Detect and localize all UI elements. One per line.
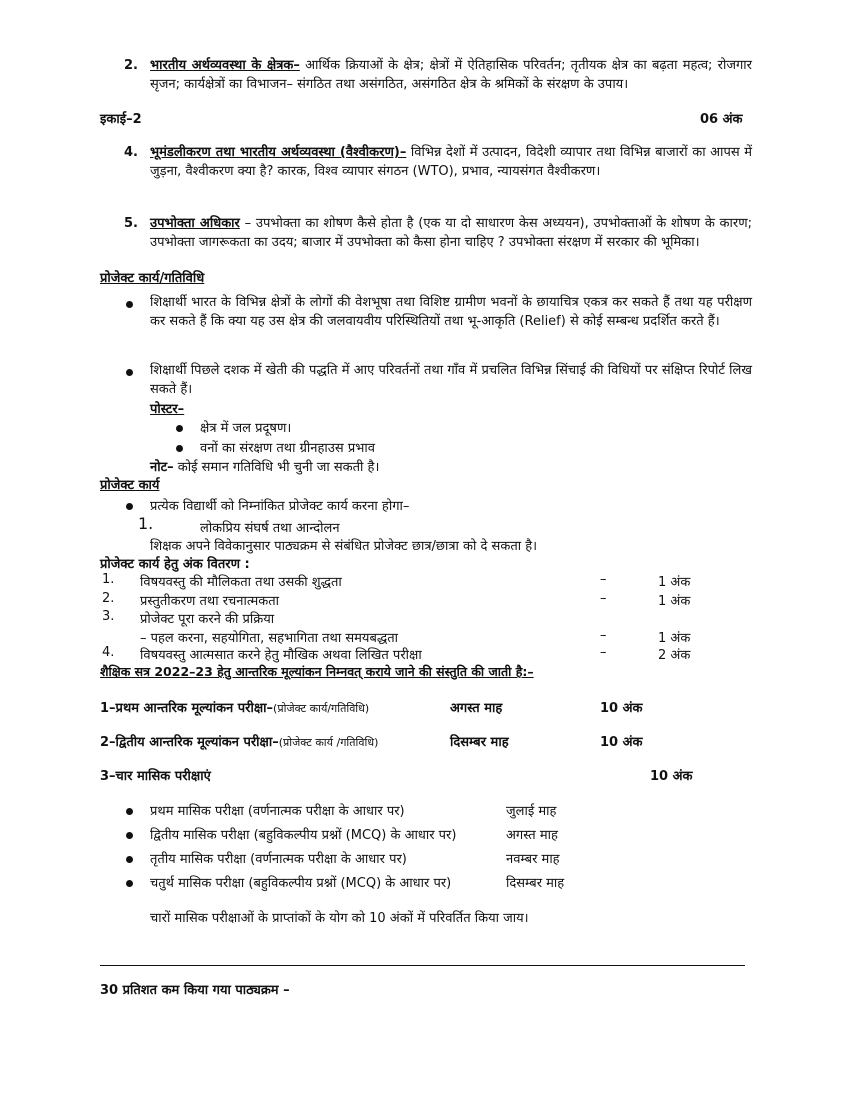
project-activity-bullet-2: शिक्षार्थी पिछले दशक में खेती की पद्धति में आए परिवर्तनों तथा गाँव में प्रचलित विभिन्न सिंचाई की विधियों पर संक्षिप्त रिपोर्ट लिख सकते हैं। [150,363,752,397]
marks-row-4-text: विषयवस्तु आत्मसात करने हेतु मौखिक अथवा लिखित परीक्षा [140,648,422,663]
bullet-icon [126,880,133,887]
exam-3-label: 3–चार मासिक परीक्षाएं [100,769,211,784]
note-text: कोई समान गतिविधि भी चुनी जा सकती है। [173,460,380,475]
marks-row-1-number: 1. [102,572,115,587]
exam-1-marks: 10 अंक [600,701,643,716]
monthly-exam-3-month: नवम्बर माह [506,852,560,867]
conversion-note: चारों मासिक परीक्षाओं के प्राप्तांकों के योग को 10 अंकों में परिवर्तित किया जाय। [150,911,529,926]
marks-row-4-marks: 2 अंक [658,648,691,663]
marks-row-3-detail: – पहल करना, सहयोगिता, सहभागिता तथा समयबद्धता [140,631,399,646]
marks-row-1-marks: 1 अंक [658,575,691,590]
exam-1-sub: (प्रोजेक्ट कार्य/गतिविधि) [273,702,370,715]
item-4-text: विभिन्न देशों में उत्पादन, विदेशी व्यापार तथा विभिन्न बाजारों का आपस में जुड़ना, वैश्वीकरण क्या है? कारक, विश्व व्यापार संगठन (WTO), प्रभाव, न्यायसंगत वैश्वीकरण। [150,145,752,179]
marks-row-3-dash: – [600,628,607,643]
exam-3-marks: 10 अंक [650,769,693,784]
bullet-icon [126,856,133,863]
item-5-heading: उपभोक्ता अधिकार [150,216,240,231]
unit-2-marks: 06 अंक [700,112,743,127]
marks-row-1-dash: – [600,572,607,587]
item-4-number: 4. [124,145,138,160]
exam-2-sub: (प्रोजेक्ट कार्य /गतिविधि) [278,736,379,749]
marks-row-4-number: 4. [102,645,115,660]
item-2-paragraph [150,56,752,94]
poster-item-1: क्षेत्र में जल प्रदूषण। [200,421,292,436]
marks-row-4-dash: – [600,645,607,660]
assessment-heading: शैक्षिक सत्र 2022–23 हेतु आन्तरिक मूल्यांकन निम्नवत् कराये जाने की संस्तुति की जाती है:– [100,664,534,679]
monthly-exam-1-month: जुलाई माह [506,804,557,819]
item-2-heading: भारतीय अर्थव्यवस्था के क्षेत्रक– [150,58,300,73]
bullet-icon [126,503,133,510]
marks-row-2-marks: 1 अंक [658,594,691,609]
monthly-exam-2: द्वितीय मासिक परीक्षा (बहुविकल्पीय प्रश्नों (MCQ) के आधार पर) [150,828,457,843]
item-5-number: 5. [124,216,138,231]
monthly-exam-4-month: दिसम्बर माह [506,876,565,891]
poster-item-2: वनों का संरक्षण तथा ग्रीनहाउस प्रभाव [200,441,375,456]
teacher-note: शिक्षक अपने विवेकानुसार पाठ्यक्रम से संबंधित प्रोजेक्ट छात्र/छात्रा को दे सकता है। [150,539,538,554]
exam-2-label [100,732,378,750]
footer-heading: 30 प्रतिशत कम किया गया पाठ्यक्रम – [100,983,290,998]
project-work-bullet: प्रत्येक विद्यार्थी को निम्नांकित प्रोजेक्ट कार्य करना होगा– [150,499,410,514]
marks-row-2-number: 2. [102,591,115,606]
exam-1-label [100,698,369,716]
marks-row-2-dash: – [600,591,607,606]
marks-distribution-heading: प्रोजेक्ट कार्य हेतु अंक वितरण : [100,557,250,572]
project-work-item-text: लोकप्रिय संघर्ष तथा आन्दोलन [200,521,340,536]
bullet-icon [176,445,183,452]
bullet-icon [126,369,133,376]
marks-row-3-text: प्रोजेक्ट पूरा करने की प्रक्रिया [140,612,275,627]
marks-row-3-number: 3. [102,609,115,624]
unit-2-label: इकाई–2 [100,112,142,127]
bullet-icon [176,425,183,432]
poster-label: पोस्टर– [150,402,185,417]
item-5-text: – उपभोक्ता का शोषण कैसे होता है (एक या दो साधारण केस अध्ययन), उपभोक्ताओं के शोषण के कारण; उपभोक्ता जागरूकता का उदय; बाजार में उपभोक्ता को कैसा होना चाहिए ? उपभोक्ता संरक्षण में सरकार की भूमिका। [150,216,752,250]
item-4-paragraph [150,143,752,181]
exam-1-title: 1–प्रथम आन्तरिक मूल्यांकन परीक्षा– [100,701,274,716]
bullet-icon [126,808,133,815]
project-activity-bullet-1: शिक्षार्थी भारत के विभिन्न क्षेत्रों के लोगों की वेशभूषा तथा विशिष्ट ग्रामीण भवनों के छायाचित्र एकत्र कर सकते हैं तथा यह परीक्षण कर सकते हैं कि क्या यह उस क्षेत्र की जलवायवीय परिस्थितियों तथा भू-आकृति (Relief) से कोई सम्बन्ध प्रदर्शित करते हैं। [150,295,752,329]
divider-line [100,965,745,966]
item-2-text: आर्थिक क्रियाओं के क्षेत्र; क्षेत्रों में ऐतिहासिक परिवर्तन; तृतीयक क्षेत्र का बढ़ता महत्व; रोजगार सृजन; कार्यक्षेत्रों का विभाजन– संगठित तथा असंगठित, असंगठित क्षेत्र के श्रमिकों के संरक्षण के उपाय। [150,58,752,92]
project-activity-heading: प्रोजेक्ट कार्य/गतिविधि [100,271,205,286]
exam-2-month: दिसम्बर माह [450,735,509,750]
note-line [150,457,379,475]
note-label: नोट– [150,460,174,475]
bullet-icon [126,832,133,839]
project-work-item-number: 1. [138,514,154,533]
exam-1-month: अगस्त माह [450,701,503,716]
monthly-exam-1: प्रथम मासिक परीक्षा (वर्णनात्मक परीक्षा के आधार पर) [150,804,405,819]
item-2-number: 2. [124,58,138,73]
marks-row-2-text: प्रस्तुतीकरण तथा रचनात्मकता [140,594,280,609]
monthly-exam-2-month: अगस्त माह [506,828,558,843]
exam-2-marks: 10 अंक [600,735,643,750]
monthly-exam-3: तृतीय मासिक परीक्षा (वर्णनात्मक परीक्षा के आधार पर) [150,852,407,867]
item-4-heading: भूमंडलीकरण तथा भारतीय अर्थव्यवस्था (वैश्वीकरण)– [150,145,407,160]
project-work-heading: प्रोजेक्ट कार्य [100,478,160,493]
bullet-icon [126,301,133,308]
item-5-paragraph [150,214,752,252]
exam-2-title: 2–द्वितीय आन्तरिक मूल्यांकन परीक्षा– [100,735,279,750]
marks-row-3-marks: 1 अंक [658,631,691,646]
monthly-exam-4: चतुर्थ मासिक परीक्षा (बहुविकल्पीय प्रश्नों (MCQ) के आधार पर) [150,876,452,891]
marks-row-1-text: विषयवस्तु की मौलिकता तथा उसकी शुद्धता [140,575,342,590]
